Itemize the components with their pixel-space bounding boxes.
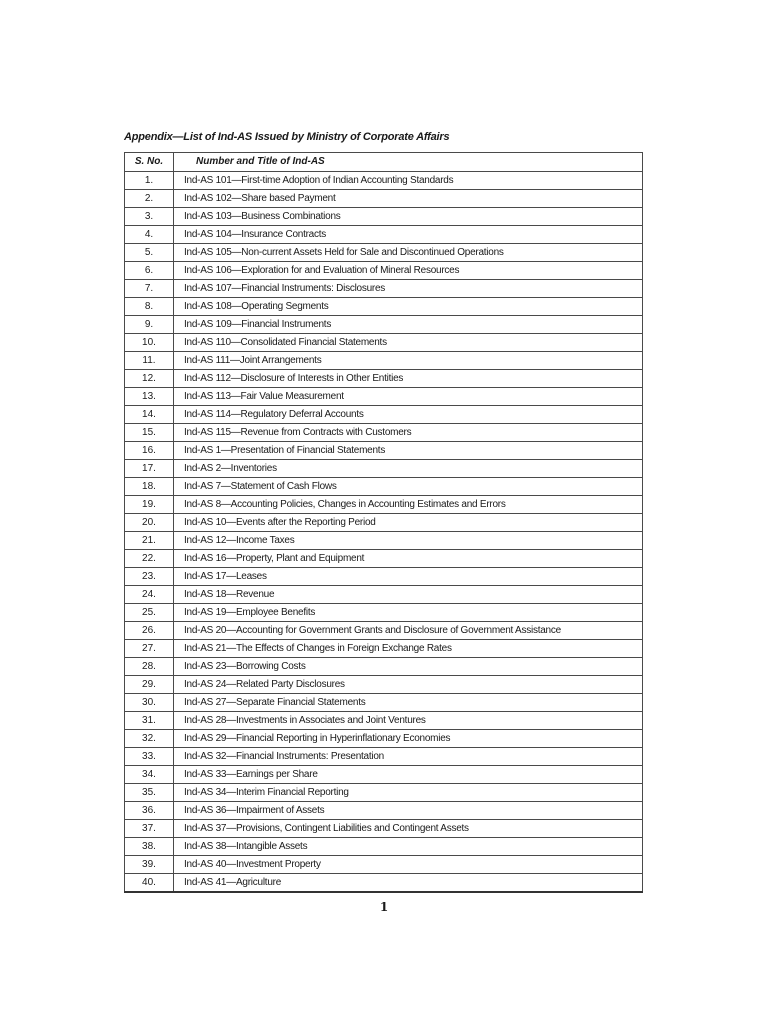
row-serial-number: 13.: [125, 388, 174, 406]
header-row: [125, 153, 643, 172]
table-row: [125, 190, 643, 208]
row-serial-number: 26.: [125, 622, 174, 640]
row-serial-number: 30.: [125, 694, 174, 712]
table-row: [125, 568, 643, 586]
table-row: [125, 388, 643, 406]
row-standard-title: Ind-AS 18—Revenue: [174, 586, 643, 604]
row-serial-number: 1.: [125, 172, 174, 190]
row-serial-number: 18.: [125, 478, 174, 496]
table-row: [125, 694, 643, 712]
row-standard-title: Ind-AS 16—Property, Plant and Equipment: [174, 550, 643, 568]
row-serial-number: 32.: [125, 730, 174, 748]
row-serial-number: 29.: [125, 676, 174, 694]
header-sno: S. No.: [125, 153, 174, 172]
row-serial-number: 4.: [125, 226, 174, 244]
table-row: [125, 802, 643, 820]
table-body: [125, 172, 643, 893]
row-serial-number: 7.: [125, 280, 174, 298]
table-row: [125, 244, 643, 262]
row-standard-title: Ind-AS 105—Non-current Assets Held for Sale and Discontinued Operations: [174, 244, 643, 262]
row-serial-number: 3.: [125, 208, 174, 226]
table-row: [125, 496, 643, 514]
row-standard-title: Ind-AS 107—Financial Instruments: Disclosures: [174, 280, 643, 298]
row-serial-number: 36.: [125, 802, 174, 820]
table-row: [125, 874, 643, 893]
row-standard-title: Ind-AS 109—Financial Instruments: [174, 316, 643, 334]
row-standard-title: Ind-AS 19—Employee Benefits: [174, 604, 643, 622]
row-serial-number: 19.: [125, 496, 174, 514]
row-serial-number: 21.: [125, 532, 174, 550]
row-serial-number: 37.: [125, 820, 174, 838]
table-row: [125, 838, 643, 856]
row-serial-number: 40.: [125, 874, 174, 893]
table-row: [125, 262, 643, 280]
table-row: [125, 658, 643, 676]
row-serial-number: 38.: [125, 838, 174, 856]
header-title: Number and Title of Ind-AS: [174, 153, 643, 172]
row-serial-number: 6.: [125, 262, 174, 280]
row-serial-number: 27.: [125, 640, 174, 658]
row-standard-title: Ind-AS 7—Statement of Cash Flows: [174, 478, 643, 496]
table-row: [125, 370, 643, 388]
page-number: 1: [379, 900, 389, 914]
table-row: [125, 352, 643, 370]
row-serial-number: 22.: [125, 550, 174, 568]
row-serial-number: 15.: [125, 424, 174, 442]
row-standard-title: Ind-AS 33—Earnings per Share: [174, 766, 643, 784]
table-row: [125, 442, 643, 460]
row-standard-title: Ind-AS 41—Agriculture: [174, 874, 643, 893]
row-serial-number: 17.: [125, 460, 174, 478]
row-standard-title: Ind-AS 111—Joint Arrangements: [174, 352, 643, 370]
table-row: [125, 730, 643, 748]
table-row: [125, 550, 643, 568]
row-standard-title: Ind-AS 38—Intangible Assets: [174, 838, 643, 856]
row-serial-number: 12.: [125, 370, 174, 388]
row-serial-number: 16.: [125, 442, 174, 460]
row-standard-title: Ind-AS 8—Accounting Policies, Changes in Accounting Estimates and Errors: [174, 496, 643, 514]
table-row: [125, 478, 643, 496]
row-serial-number: 5.: [125, 244, 174, 262]
row-standard-title: Ind-AS 110—Consolidated Financial Statements: [174, 334, 643, 352]
row-serial-number: 34.: [125, 766, 174, 784]
row-serial-number: 11.: [125, 352, 174, 370]
row-standard-title: Ind-AS 27—Separate Financial Statements: [174, 694, 643, 712]
table-row: [125, 316, 643, 334]
row-standard-title: Ind-AS 106—Exploration for and Evaluation of Mineral Resources: [174, 262, 643, 280]
row-standard-title: Ind-AS 114—Regulatory Deferral Accounts: [174, 406, 643, 424]
table-row: [125, 820, 643, 838]
ind-as-table: [124, 152, 643, 893]
table-row: [125, 172, 643, 190]
table-row: [125, 532, 643, 550]
table-row: [125, 622, 643, 640]
row-standard-title: Ind-AS 1—Presentation of Financial Statements: [174, 442, 643, 460]
row-standard-title: Ind-AS 32—Financial Instruments: Presentation: [174, 748, 643, 766]
row-standard-title: Ind-AS 10—Events after the Reporting Period: [174, 514, 643, 532]
row-standard-title: Ind-AS 37—Provisions, Contingent Liabilities and Contingent Assets: [174, 820, 643, 838]
table-row: [125, 856, 643, 874]
row-standard-title: Ind-AS 112—Disclosure of Interests in Other Entities: [174, 370, 643, 388]
row-standard-title: Ind-AS 24—Related Party Disclosures: [174, 676, 643, 694]
row-standard-title: Ind-AS 40—Investment Property: [174, 856, 643, 874]
row-serial-number: 39.: [125, 856, 174, 874]
row-standard-title: Ind-AS 115—Revenue from Contracts with Customers: [174, 424, 643, 442]
table-row: [125, 784, 643, 802]
table-row: [125, 514, 643, 532]
row-standard-title: Ind-AS 23—Borrowing Costs: [174, 658, 643, 676]
row-serial-number: 14.: [125, 406, 174, 424]
row-standard-title: Ind-AS 113—Fair Value Measurement: [174, 388, 643, 406]
row-standard-title: Ind-AS 34—Interim Financial Reporting: [174, 784, 643, 802]
row-standard-title: Ind-AS 28—Investments in Associates and Joint Ventures: [174, 712, 643, 730]
table-row: [125, 766, 643, 784]
table-row: [125, 208, 643, 226]
table-row: [125, 298, 643, 316]
table-row: [125, 406, 643, 424]
row-serial-number: 9.: [125, 316, 174, 334]
row-serial-number: 24.: [125, 586, 174, 604]
row-serial-number: 33.: [125, 748, 174, 766]
row-serial-number: 10.: [125, 334, 174, 352]
table-row: [125, 676, 643, 694]
table-row: [125, 424, 643, 442]
row-standard-title: Ind-AS 36—Impairment of Assets: [174, 802, 643, 820]
table-row: [125, 280, 643, 298]
row-standard-title: Ind-AS 108—Operating Segments: [174, 298, 643, 316]
row-standard-title: Ind-AS 104—Insurance Contracts: [174, 226, 643, 244]
table-row: [125, 604, 643, 622]
row-serial-number: 35.: [125, 784, 174, 802]
row-serial-number: 25.: [125, 604, 174, 622]
row-serial-number: 31.: [125, 712, 174, 730]
table-caption: Appendix—List of Ind-AS Issued by Ministry of Corporate Affairs: [124, 131, 450, 143]
row-standard-title: Ind-AS 17—Leases: [174, 568, 643, 586]
table-row: [125, 712, 643, 730]
row-serial-number: 8.: [125, 298, 174, 316]
row-serial-number: 2.: [125, 190, 174, 208]
row-standard-title: Ind-AS 20—Accounting for Government Grants and Disclosure of Government Assistance: [174, 622, 643, 640]
row-standard-title: Ind-AS 2—Inventories: [174, 460, 643, 478]
table-row: [125, 226, 643, 244]
row-serial-number: 23.: [125, 568, 174, 586]
row-serial-number: 28.: [125, 658, 174, 676]
row-standard-title: Ind-AS 29—Financial Reporting in Hyperinflationary Economies: [174, 730, 643, 748]
row-standard-title: Ind-AS 21—The Effects of Changes in Foreign Exchange Rates: [174, 640, 643, 658]
table-row: [125, 640, 643, 658]
row-standard-title: Ind-AS 102—Share based Payment: [174, 190, 643, 208]
row-standard-title: Ind-AS 101—First-time Adoption of Indian Accounting Standards: [174, 172, 643, 190]
row-standard-title: Ind-AS 103—Business Combinations: [174, 208, 643, 226]
table-row: [125, 334, 643, 352]
table-header: [125, 153, 643, 172]
table-row: [125, 586, 643, 604]
row-serial-number: 20.: [125, 514, 174, 532]
table-row: [125, 460, 643, 478]
table-row: [125, 748, 643, 766]
row-standard-title: Ind-AS 12—Income Taxes: [174, 532, 643, 550]
